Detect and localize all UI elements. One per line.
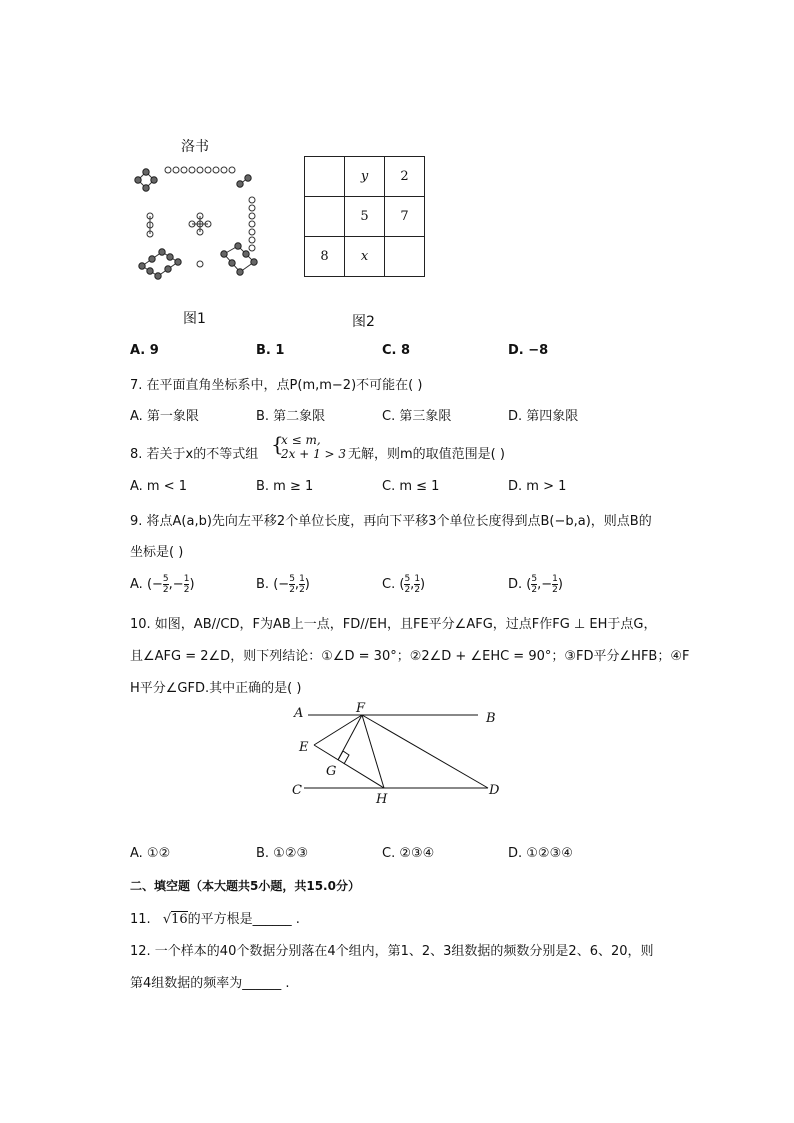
right-angle-mark	[338, 751, 349, 764]
q7-option-a[interactable]: A. 第一象限	[130, 409, 199, 424]
q10-text-line3: H平分∠GFD.其中正确的是( )	[130, 681, 302, 696]
q9-text-line1: 9. 将点A(a,b)先向左平移2个单位长度，再向下平移3个单位长度得到点B(−b,a)，则点B的	[130, 514, 652, 529]
grid-cell: x	[345, 237, 385, 277]
segment-fe	[314, 715, 362, 745]
q6-option-b[interactable]: B. 1	[256, 343, 285, 358]
denominator: 2	[552, 585, 558, 595]
option-label: B.	[256, 577, 270, 592]
denominator: 2	[414, 585, 421, 595]
denominator: 2	[183, 585, 190, 595]
denominator: 2	[531, 585, 538, 595]
label-d: D	[489, 783, 500, 798]
label-b: B	[486, 711, 496, 726]
q10-option-a[interactable]: A. ①②	[130, 846, 171, 861]
grid-cell	[305, 157, 345, 197]
q10-geometry-figure	[288, 700, 508, 810]
sign: −	[152, 577, 163, 592]
numerator: 1	[183, 574, 190, 584]
q7-option-c[interactable]: C. 第三象限	[382, 409, 452, 424]
q9-option-d[interactable]: D. ( $\frac{5}{2}$ ,− $\frac{1}{2}$ )	[508, 574, 563, 595]
numerator: 5	[531, 574, 538, 584]
label-e: E	[299, 740, 309, 755]
q8-suffix: 无解，则m的取值范围是( )	[348, 447, 505, 462]
q10-text-line2: 且∠AFG = 2∠D，则下列结论：①∠D = 30°；②2∠D + ∠EHC = 90°；③FD平分∠HFB；④F	[130, 649, 690, 664]
grid-cell: 2	[385, 157, 425, 197]
grid-cell	[385, 237, 425, 277]
q10-option-d[interactable]: D. ①②③④	[508, 846, 573, 861]
label-f: F	[356, 701, 366, 716]
q11-text	[130, 908, 300, 927]
q9-option-a[interactable]: A. (− $\frac{5}{2}$ ,− $\frac{1}{2}$ )	[130, 574, 195, 595]
q6-option-a[interactable]: A. 9	[130, 343, 159, 358]
numerator: 5	[289, 574, 295, 584]
option-label: D.	[508, 577, 523, 592]
separator: ,	[294, 577, 300, 592]
grid-cell: 8	[305, 237, 345, 277]
luoshu-diagram	[130, 158, 270, 288]
separator: ,	[537, 577, 542, 592]
q8-inequality-2: 2x + 1 > 3	[281, 447, 347, 461]
label-h: H	[376, 792, 388, 807]
q6-option-d[interactable]: D. −8	[508, 343, 549, 358]
q7-option-b[interactable]: B. 第二象限	[256, 409, 326, 424]
option-label: C.	[382, 577, 396, 592]
q8-option-b[interactable]: B. m ≥ 1	[256, 479, 314, 494]
q11-rest: 的平方根是______ .	[187, 912, 300, 927]
sign: −	[278, 577, 290, 592]
grid-cell	[305, 197, 345, 237]
numerator: 1	[414, 574, 421, 584]
numerator: 1	[552, 574, 558, 584]
figure2-caption: 图2	[352, 314, 375, 330]
numerator: 1	[299, 574, 305, 584]
denominator: 2	[404, 585, 411, 595]
q10-option-b[interactable]: B. ①②③	[256, 846, 309, 861]
q8-option-a[interactable]: A. m < 1	[130, 479, 188, 494]
denominator: 2	[162, 585, 169, 595]
option-label: A.	[130, 577, 143, 592]
label-c: C	[292, 783, 302, 798]
q9-option-c[interactable]: C. ( $\frac{5}{2}$ , $\frac{1}{2}$ )	[382, 574, 426, 595]
q12-text-line2: 第4组数据的频率为______ .	[130, 976, 290, 991]
sign: −	[541, 577, 553, 592]
q8-option-d[interactable]: D. m > 1	[508, 479, 567, 494]
q11-radicand: 16	[171, 912, 188, 927]
numerator: 5	[404, 574, 411, 584]
separator: ,	[168, 577, 173, 592]
q7-option-d[interactable]: D. 第四象限	[508, 409, 579, 424]
grid-cell: y	[345, 157, 385, 197]
q10-option-c[interactable]: C. ②③④	[382, 846, 435, 861]
separator: ,	[410, 577, 415, 592]
q11-number: 11.	[130, 912, 151, 927]
sqrt-sign: √	[162, 912, 172, 927]
magic-square-grid	[304, 156, 425, 277]
denominator: 2	[289, 585, 295, 595]
figure1-caption: 图1	[183, 311, 206, 327]
label-g: G	[326, 764, 337, 779]
sign: −	[172, 577, 184, 592]
figure1-title: 洛书	[181, 139, 209, 155]
section-heading: 二、填空题（本大题共5小题，共15.0分）	[130, 879, 360, 893]
q7-text: 7. 在平面直角坐标系中，点P(m,m−2)不可能在( )	[130, 378, 423, 393]
q9-text-line2: 坐标是( )	[130, 545, 184, 560]
q8-inequality-1: x ≤ m,	[281, 433, 321, 447]
grid-cell: 7	[385, 197, 425, 237]
q12-text-line1: 12. 一个样本的40个数据分别落在4个组内，第1、2、3组数据的频数分别是2、6、20，则	[130, 944, 654, 959]
grid-cell: 5	[345, 197, 385, 237]
q8-prefix: 8. 若关于x的不等式组	[130, 447, 259, 462]
q8-brace: {	[271, 432, 284, 456]
q6-option-c[interactable]: C. 8	[382, 343, 411, 358]
q9-option-b[interactable]: B. (− $\frac{5}{2}$ , $\frac{1}{2}$ )	[256, 574, 310, 595]
denominator: 2	[299, 585, 305, 595]
numerator: 5	[162, 574, 169, 584]
label-a: A	[294, 706, 304, 721]
q8-option-c[interactable]: C. m ≤ 1	[382, 479, 440, 494]
q10-text-line1: 10. 如图，AB//CD，F为AB上一点，FD//EH，且FE平分∠AFG，过点F作FG ⊥ EH于点G，	[130, 617, 657, 632]
